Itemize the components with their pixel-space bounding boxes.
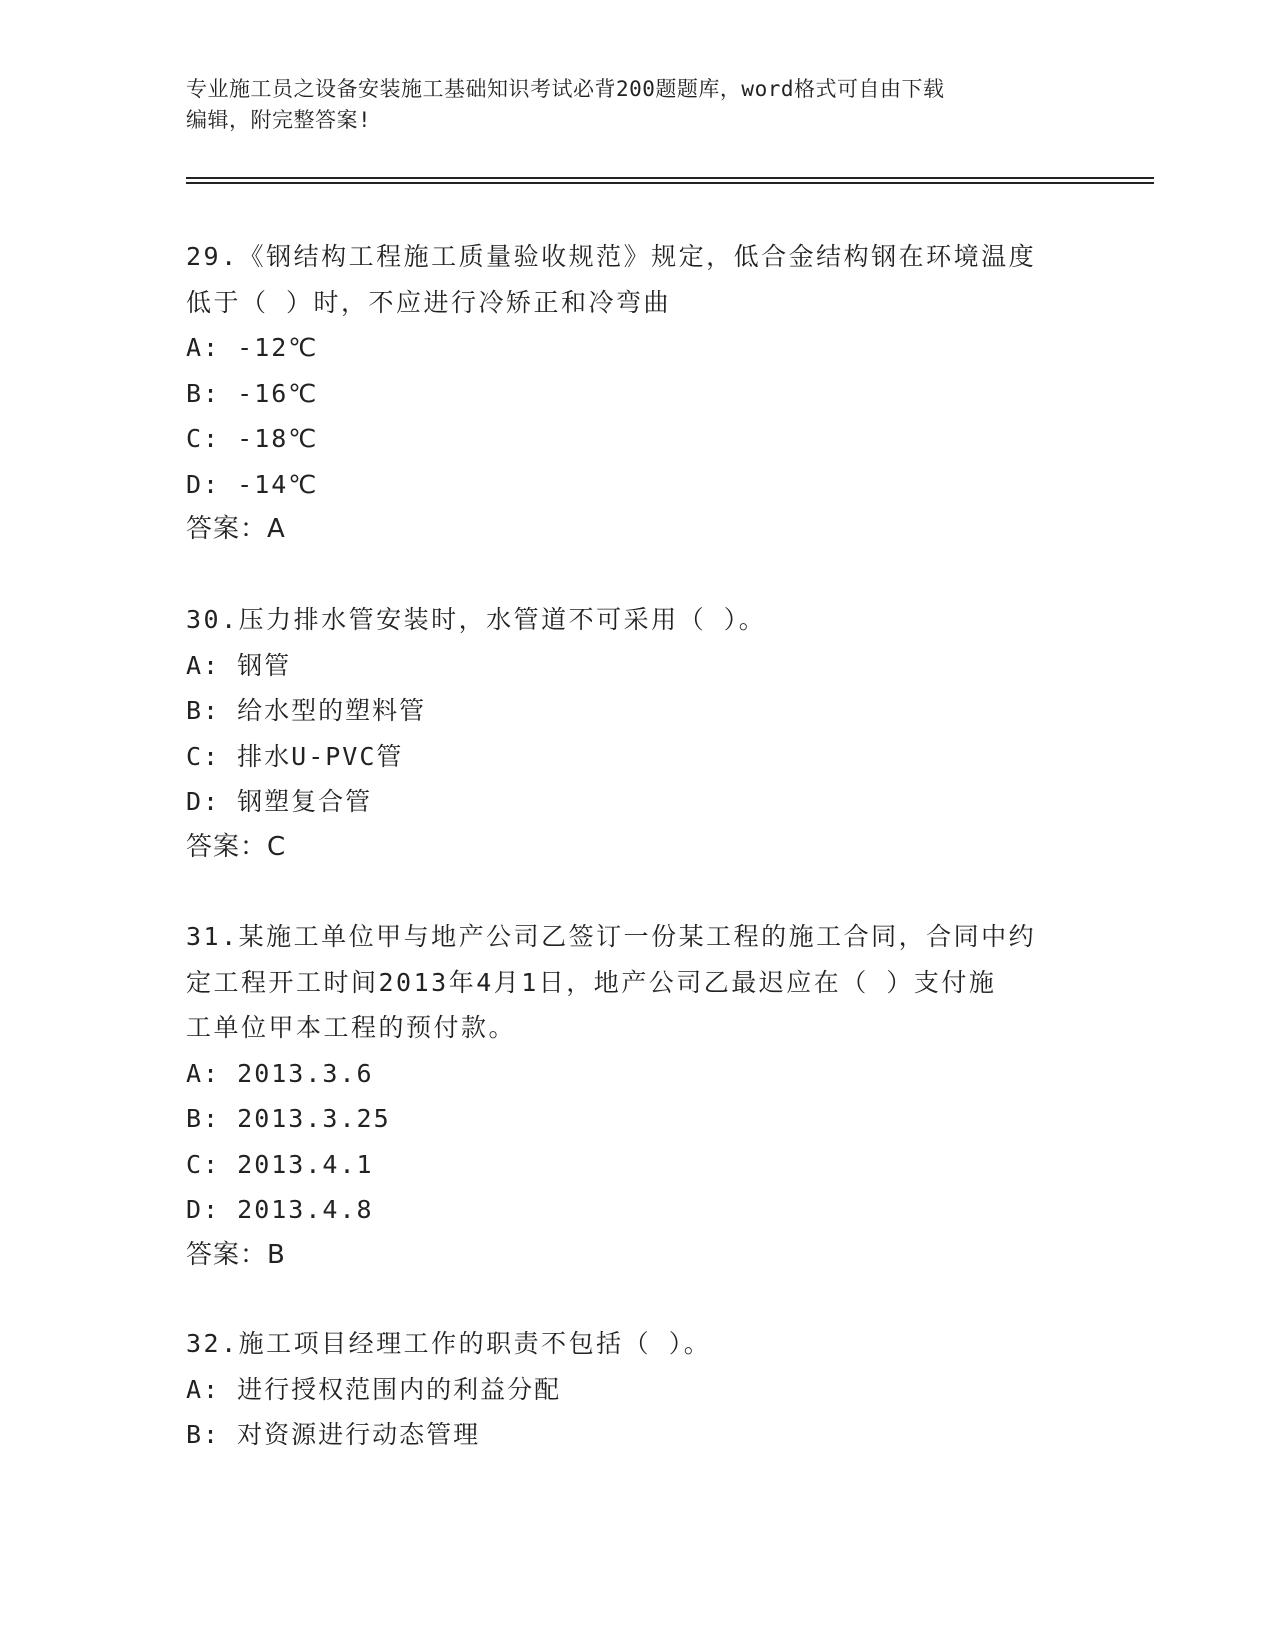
answer: 答案：A: [186, 514, 286, 544]
option-c: C: -18℃: [186, 424, 319, 453]
option-a: A: 2013.3.6: [186, 1058, 374, 1088]
question-stem-line: 定工程开工时间2013年4月1日，地产公司乙最迟应在（ ）支付施: [186, 967, 997, 997]
question-29: [186, 234, 1106, 553]
option-d: D: -14℃: [186, 469, 319, 499]
question-31: [186, 914, 1106, 1278]
answer: 答案：C: [186, 831, 287, 862]
question-stem-line: 低于（ ）时，不应进行冷矫正和冷弯曲: [186, 287, 672, 317]
question-stem-line: 30.压力排水管安装时，水管道不可采用（ ）。: [186, 605, 767, 634]
question-stem-line: 31.某施工单位甲与地产公司乙签订一份某工程的施工合同，合同中约: [186, 922, 1037, 951]
header-divider-top: [186, 177, 1154, 179]
option-b: B: 给水型的塑料管: [186, 696, 427, 725]
question-30: [186, 597, 1106, 870]
option-a: A: 钢管: [186, 650, 292, 680]
option-b: B: 对资源进行动态管理: [186, 1420, 481, 1449]
answer: 答案：B: [186, 1239, 286, 1270]
header-divider-bottom: [186, 182, 1154, 184]
option-d: D: 2013.4.8: [186, 1195, 374, 1224]
question-stem-line: 工单位甲本工程的预付款。: [186, 1013, 517, 1042]
option-b: B: -16℃: [186, 378, 319, 408]
option-b: B: 2013.3.25: [186, 1104, 391, 1133]
header-line-2: 编辑，附完整答案!: [186, 108, 372, 132]
question-stem-line: 32.施工项目经理工作的职责不包括（ ）。: [186, 1329, 712, 1358]
question-32: [186, 1321, 1106, 1458]
option-a: A: 进行授权范围内的利益分配: [186, 1374, 562, 1404]
option-a: A: -12℃: [186, 333, 319, 362]
document-header: [186, 74, 1086, 136]
option-c: C: 2013.4.1: [186, 1149, 374, 1179]
question-stem-line: 29.《钢结构工程施工质量验收规范》规定，低合金结构钢在环境温度: [186, 242, 1037, 271]
option-c: C: 排水U-PVC管: [186, 741, 404, 771]
option-d: D: 钢塑复合管: [186, 787, 373, 816]
header-line-1: 专业施工员之设备安装施工基础知识考试必背200题题库，word格式可自由下载: [186, 77, 945, 101]
